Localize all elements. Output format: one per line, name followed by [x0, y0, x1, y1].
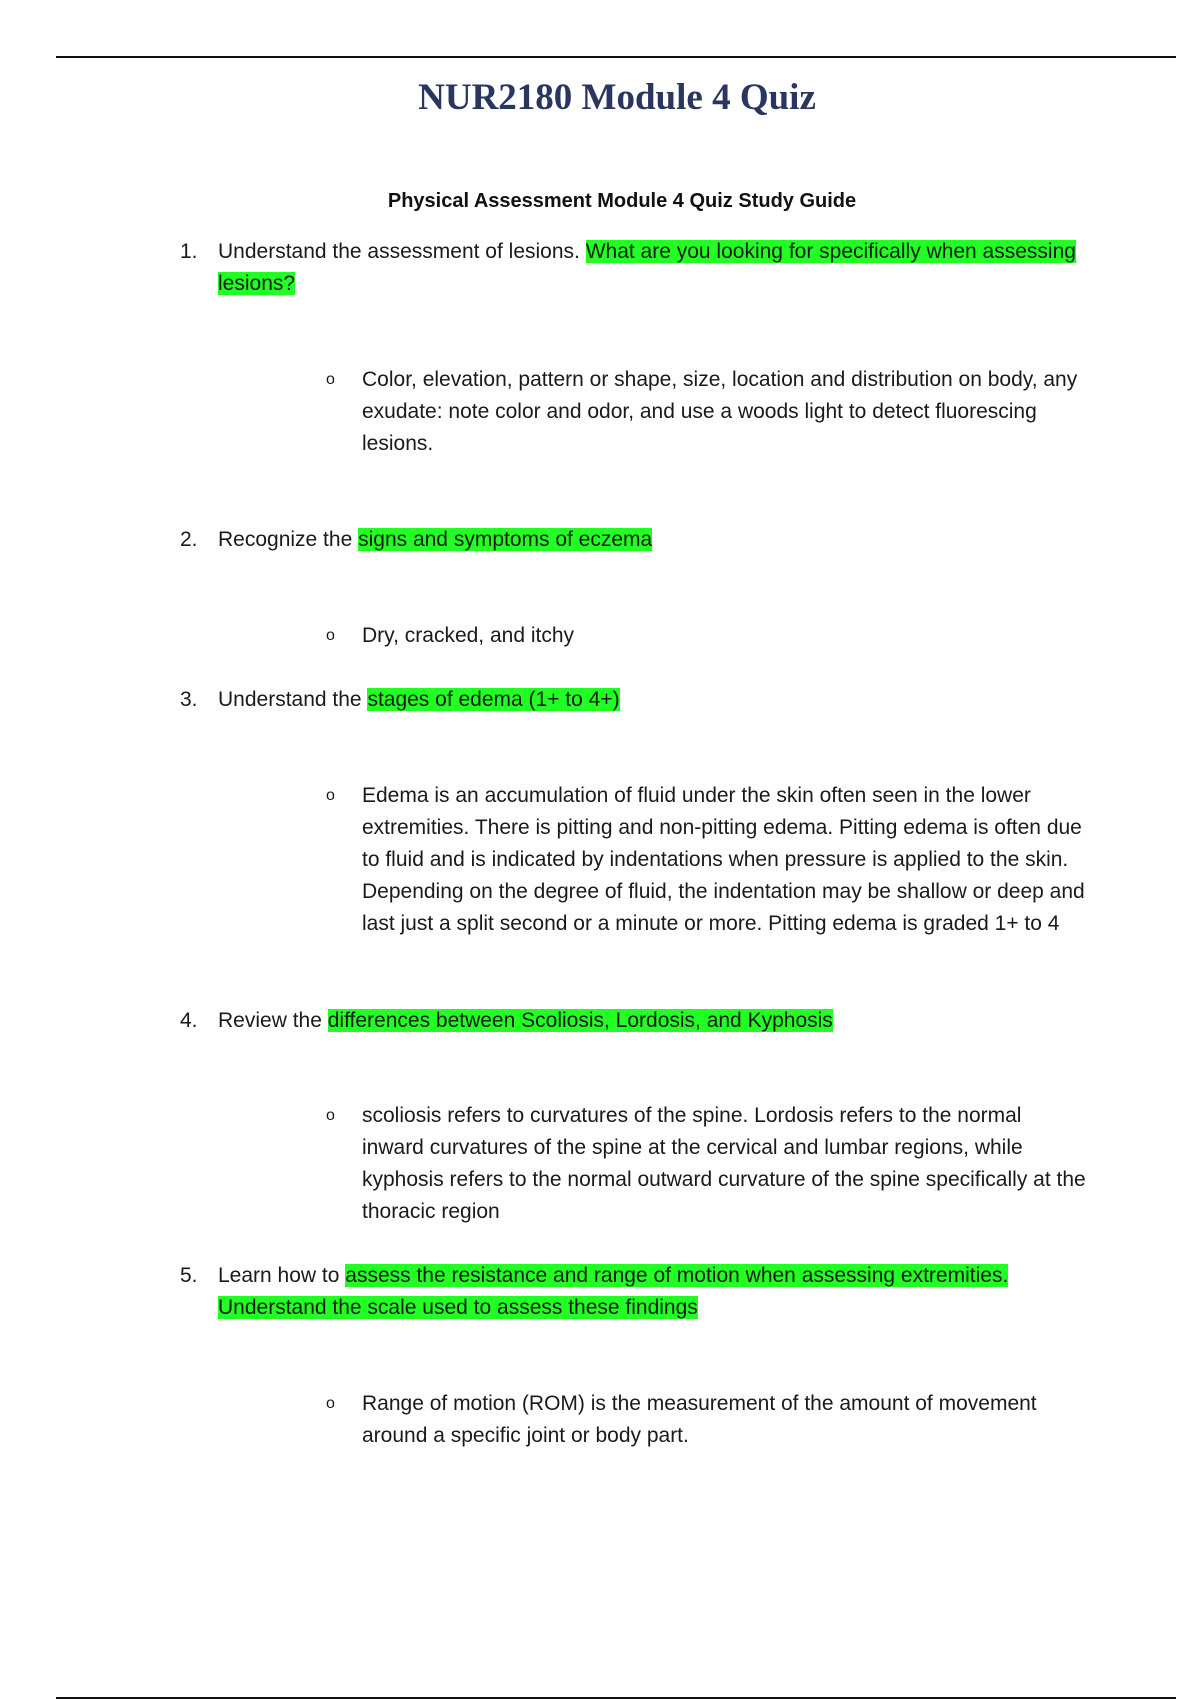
answer-text: Range of motion (ROM) is the measurement of the amount of movement around a specific joint or body part. — [362, 1392, 1037, 1447]
question-number: 4. — [180, 1009, 198, 1032]
document-subtitle: Physical Assessment Module 4 Quiz Study Guide — [387, 190, 857, 212]
question-number: 1. — [180, 240, 198, 263]
bullet-marker: o — [326, 1395, 335, 1412]
answer-text: scoliosis refers to curvatures of the spine. Lordosis refers to the normal inward curvatures of the spine at the cervical and lumbar regions, while kyphosis refers to the normal outward curvature of the spine specifically at the thoracic region — [362, 1104, 1086, 1223]
question-highlight: What are you looking for specifically when assessing lesions? — [218, 240, 1076, 295]
question-text — [218, 1005, 1080, 1037]
bullet-marker: o — [326, 627, 335, 644]
answer-3 — [326, 780, 1086, 940]
question-text — [218, 1260, 1080, 1324]
question-number: 2. — [180, 528, 198, 551]
question-highlight: stages of edema (1+ to 4+) — [367, 688, 620, 711]
question-prefix: Review the — [218, 1009, 328, 1032]
answer-text: Dry, cracked, and itchy — [362, 624, 575, 647]
document-title: NUR2180 Module 4 Quiz — [418, 77, 816, 118]
question-prefix: Understand the assessment of lesions. — [218, 240, 586, 263]
question-1 — [180, 236, 1080, 300]
bullet-marker: o — [326, 787, 335, 804]
question-prefix: Understand the — [218, 688, 368, 711]
answer-4 — [326, 1100, 1086, 1228]
bottom-rule — [56, 1697, 1176, 1699]
question-highlight: differences between Scoliosis, Lordosis, and Kyphosis — [327, 1009, 833, 1032]
question-2 — [180, 524, 1080, 556]
question-4 — [180, 1005, 1080, 1037]
question-highlight: assess the resistance and range of motion when assessing extremities. Understand the scale used to assess these findings — [218, 1264, 1009, 1319]
question-number: 3. — [180, 688, 198, 711]
question-prefix: Learn how to — [218, 1264, 346, 1287]
question-text — [218, 236, 1080, 300]
question-text — [218, 524, 1080, 556]
answer-5 — [326, 1388, 1086, 1452]
answer-text: Edema is an accumulation of fluid under the skin often seen in the lower extremities. There is pitting and non-pitting edema. Pitting edema is often due to fluid and is indicated by indentations when pressure is applied to the skin. Depending on the degree of fluid, the indentation may be shallow or deep and last just a split second or a minute or more. Pitting edema is graded 1+ to 4 — [362, 784, 1085, 935]
question-text — [218, 684, 1080, 716]
answer-text: Color, elevation, pattern or shape, size, location and distribution on body, any exudate: note color and odor, and use a woods light to detect fluorescing lesions. — [362, 368, 1078, 455]
top-rule — [56, 56, 1176, 58]
answer-1 — [326, 364, 1086, 460]
bullet-marker: o — [326, 1107, 335, 1124]
question-5 — [180, 1260, 1080, 1324]
question-number: 5. — [180, 1264, 198, 1287]
answer-2 — [326, 620, 1086, 652]
question-prefix: Recognize the — [218, 528, 359, 551]
question-highlight: signs and symptoms of eczema — [358, 528, 653, 551]
question-3 — [180, 684, 1080, 716]
bullet-marker: o — [326, 371, 335, 388]
